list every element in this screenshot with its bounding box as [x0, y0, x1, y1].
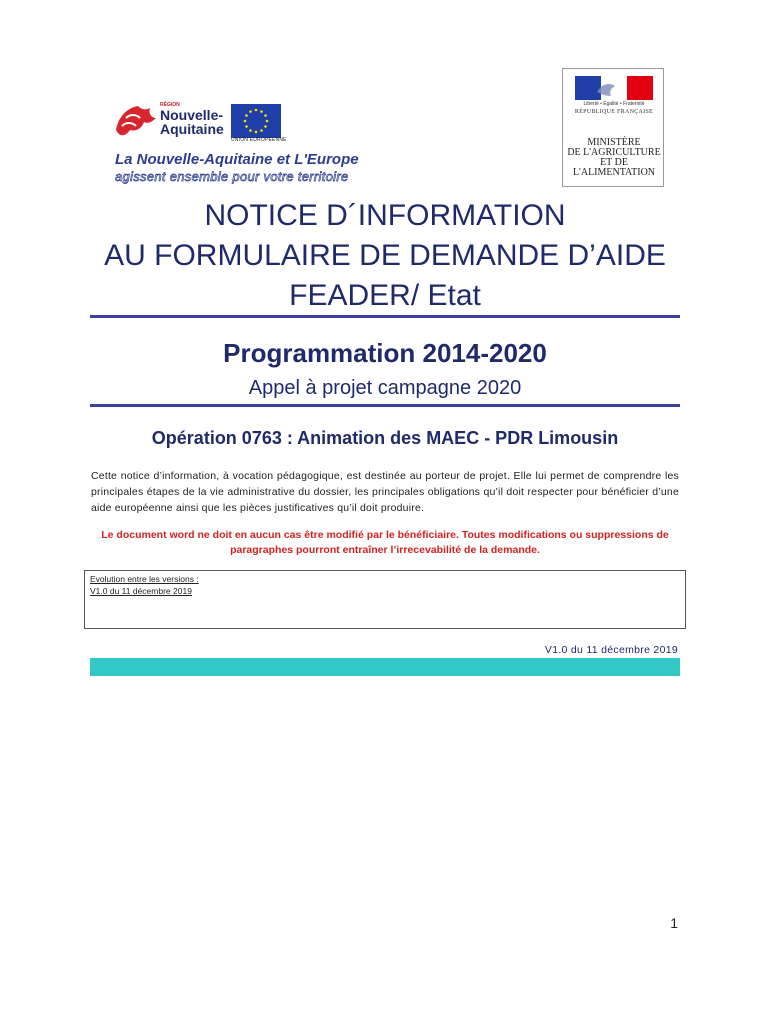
region-name-line2: Aquitaine — [160, 121, 224, 137]
page-number: 1 — [670, 915, 678, 931]
version-history-label: Evolution entre les versions : — [90, 574, 199, 584]
teal-band — [90, 658, 680, 676]
ministry-name — [564, 138, 664, 178]
republique-motto: Liberté • Égalité • Fraternité — [583, 101, 645, 107]
tagline-line1: La Nouvelle-Aquitaine et L'Europe — [115, 151, 359, 168]
eu-caption: UNION EUROPÉENNE — [231, 137, 287, 143]
programmation-divider — [90, 404, 680, 407]
region-name-line1: Nouvelle- — [160, 107, 224, 123]
ministry-line: DE L'AGRICULTURE — [567, 147, 661, 158]
region-nouvelle-aquitaine-logo — [112, 100, 232, 142]
title-divider — [90, 315, 680, 318]
intro-paragraph: Cette notice d’information, à vocation pédagogique, est destinée au porteur de projet. Elle lui permet de comprendre les principales étapes de la vie administrative du dossier, les principales obligations qu’il doit respecter pour bénéficier d’une aide européenne ainsi que les pièces justificatives qu’il doit produire. — [91, 470, 679, 514]
eu-flag-icon — [231, 104, 281, 138]
notice-title — [60, 196, 710, 316]
notice-title-line1: NOTICE D´INFORMATION — [204, 199, 566, 232]
republique-francaise-label: RÉPUBLIQUE FRANÇAISE — [574, 109, 654, 115]
notice-title-line3: FEADER/ Etat — [289, 279, 481, 312]
tagline-line2: agissent ensemble pour votre territoire — [115, 169, 349, 184]
region-small-label: RÉGION — [160, 102, 180, 108]
notice-title-line2: AU FORMULAIRE DE DEMANDE D’AIDE — [104, 239, 666, 272]
version-history-value: V1.0 du 11 décembre 2019 — [90, 586, 192, 596]
appel-subheading: Appel à projet campagne 2020 — [248, 377, 522, 399]
operation-heading: Opération 0763 : Animation des MAEC - PDR Limousin — [151, 428, 619, 448]
programmation-heading: Programmation 2014-2020 — [223, 338, 547, 368]
warning-paragraph: Le document word ne doit en aucun cas être modifié par le bénéficiaire. Toutes modifications ou suppressions de paragraphes pourront entraîner l’irrecevabilité de la demande. — [101, 529, 669, 556]
ministry-line: ET DE — [600, 157, 628, 168]
version-footer: V1.0 du 11 décembre 2019 — [544, 644, 678, 656]
ministry-line: MINISTÈRE — [587, 137, 641, 148]
ministry-line: L'ALIMENTATION — [572, 167, 656, 178]
marianne-flag-icon — [575, 76, 653, 100]
